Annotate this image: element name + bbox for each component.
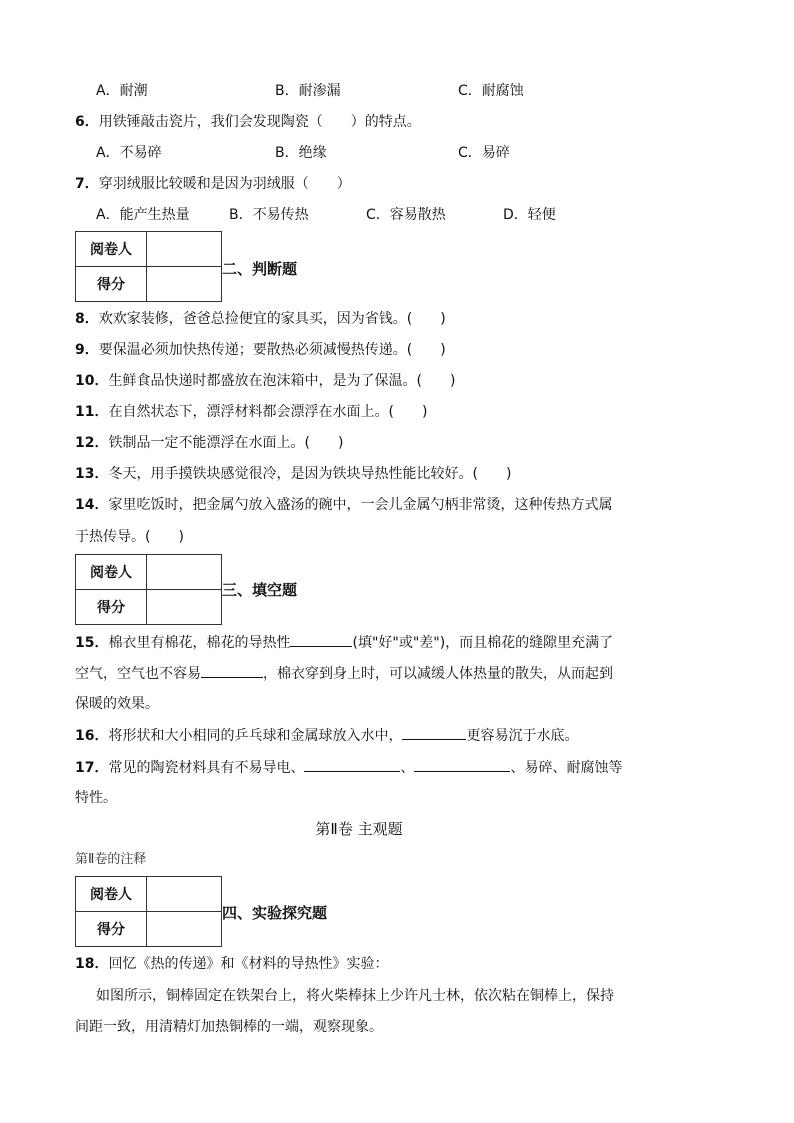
grader-label: 阅卷人 — [76, 232, 147, 267]
score-cell[interactable] — [147, 267, 222, 302]
section-title-experiment: 四、实验探究题 — [222, 904, 328, 922]
q5-option-c: C．耐腐蚀 — [458, 83, 524, 99]
question-text: 常见的陶瓷材料具有不易导电、 — [108, 760, 305, 776]
q6-option-a: A．不易碎 — [96, 145, 162, 161]
question-text: 、易碎、耐腐蚀等 — [510, 760, 623, 776]
q5-option-b: B．耐渗漏 — [275, 83, 341, 99]
question-number: 15． — [75, 635, 109, 651]
question-number: 8． — [75, 311, 99, 327]
question-text: 回忆《热的传递》和《材料的导热性》实验： — [108, 956, 389, 972]
question-text: 在自然状态下，漂浮材料都会漂浮在水面上。( ) — [108, 404, 428, 420]
question-13 — [75, 464, 511, 484]
grader-signature-cell[interactable] — [147, 555, 222, 590]
question-17-line2: 特性。 — [75, 790, 117, 806]
q7-option-a: A．能产生热量 — [96, 207, 190, 223]
section-title-judge: 二、判断题 — [222, 260, 298, 278]
question-18-line3: 间距一致，用清精灯加热铜棒的一端，观察现象。 — [75, 1019, 383, 1035]
question-9 — [75, 340, 446, 360]
question-text: 用铁锤敲击瓷片，我们会发现陶瓷（ ）的特点。 — [98, 114, 421, 130]
grader-box-judge — [75, 231, 222, 302]
grader-signature-cell[interactable] — [147, 232, 222, 267]
answer-blank[interactable] — [201, 663, 263, 678]
question-text: 生鲜食品快递时都盛放在泡沫箱中，是为了保温。( ) — [108, 373, 456, 389]
grader-label: 阅卷人 — [76, 877, 147, 912]
q7-option-d: D．轻便 — [503, 207, 556, 223]
score-cell[interactable] — [147, 912, 222, 947]
question-number: 14． — [75, 497, 109, 513]
question-14-line2: 于热传导。( ) — [75, 529, 184, 545]
question-number: 12． — [75, 435, 109, 451]
grader-box-experiment — [75, 876, 222, 947]
q6-option-c: C．易碎 — [458, 145, 510, 161]
question-10 — [75, 371, 455, 391]
question-text: 要保温必须加快热传递；要散热必须减慢热传递。( ) — [98, 342, 446, 358]
question-text: 穿羽绒服比较暖和是因为羽绒服（ ） — [98, 176, 351, 192]
q6-option-b: B．绝缘 — [275, 145, 327, 161]
question-12 — [75, 433, 343, 453]
answer-blank[interactable] — [290, 632, 352, 647]
question-15-line2 — [75, 663, 613, 684]
q7-option-b: B．不易传热 — [229, 207, 309, 223]
question-15 — [75, 632, 613, 653]
question-text: 棉衣里有棉花，棉花的导热性 — [108, 635, 291, 651]
answer-blank[interactable] — [414, 757, 510, 772]
question-7 — [75, 174, 351, 194]
question-number: 9． — [75, 342, 99, 358]
question-number: 11． — [75, 404, 109, 420]
question-number: 10． — [75, 373, 109, 389]
question-text: 冬天，用手摸铁块感觉很冷，是因为铁块导热性能比较好。( ) — [108, 466, 512, 482]
question-18-line2: 如图所示，铜棒固定在铁架台上，将火柴棒抹上少许凡士林，依次粘在铜棒上，保持 — [96, 988, 614, 1004]
question-text: ，棉衣穿到身上时，可以减缓人体热量的散失，从而起到 — [263, 666, 613, 682]
question-number: 7． — [75, 176, 99, 192]
grader-label: 阅卷人 — [76, 555, 147, 590]
part-2-note: 第Ⅱ卷的注释 — [75, 852, 147, 867]
question-17 — [75, 757, 622, 778]
question-text: 将形状和大小相同的乒乓球和金属球放入水中， — [108, 728, 403, 744]
question-8 — [75, 309, 446, 329]
score-cell[interactable] — [147, 590, 222, 625]
question-text: 、 — [400, 760, 415, 776]
question-number: 17． — [75, 760, 109, 776]
grader-box-fill — [75, 554, 222, 625]
question-text: 欢欢家装修，爸爸总捡便宜的家具买，因为省钱。( ) — [98, 311, 446, 327]
question-text: 家里吃饭时，把金属勺放入盛汤的碗中，一会儿金属勺柄非常烫，这种传热方式属 — [108, 497, 613, 513]
score-label: 得分 — [76, 912, 147, 947]
question-15-line3: 保暖的效果。 — [75, 696, 159, 712]
question-text: 空气，空气也不容易 — [75, 666, 201, 682]
question-number: 13． — [75, 466, 109, 482]
question-18 — [75, 954, 388, 974]
question-number: 6． — [75, 114, 99, 130]
part-2-title: 第Ⅱ卷 主观题 — [315, 820, 403, 838]
question-text: 铁制品一定不能漂浮在水面上。( ) — [108, 435, 344, 451]
question-11 — [75, 402, 427, 422]
grader-signature-cell[interactable] — [147, 877, 222, 912]
question-number: 16． — [75, 728, 109, 744]
question-14 — [75, 495, 612, 515]
answer-blank[interactable] — [304, 757, 400, 772]
section-title-fill: 三、填空题 — [222, 581, 298, 599]
question-number: 18． — [75, 956, 109, 972]
q7-option-c: C．容易散热 — [366, 207, 446, 223]
question-6 — [75, 112, 421, 132]
score-label: 得分 — [76, 267, 147, 302]
answer-blank[interactable] — [402, 725, 466, 740]
question-16 — [75, 725, 578, 746]
score-label: 得分 — [76, 590, 147, 625]
question-text: 更容易沉于水底。 — [466, 728, 579, 744]
q5-option-a: A．耐潮 — [96, 83, 148, 99]
question-text: (填"好"或"差")，而且棉花的缝隙里充满了 — [352, 635, 614, 651]
